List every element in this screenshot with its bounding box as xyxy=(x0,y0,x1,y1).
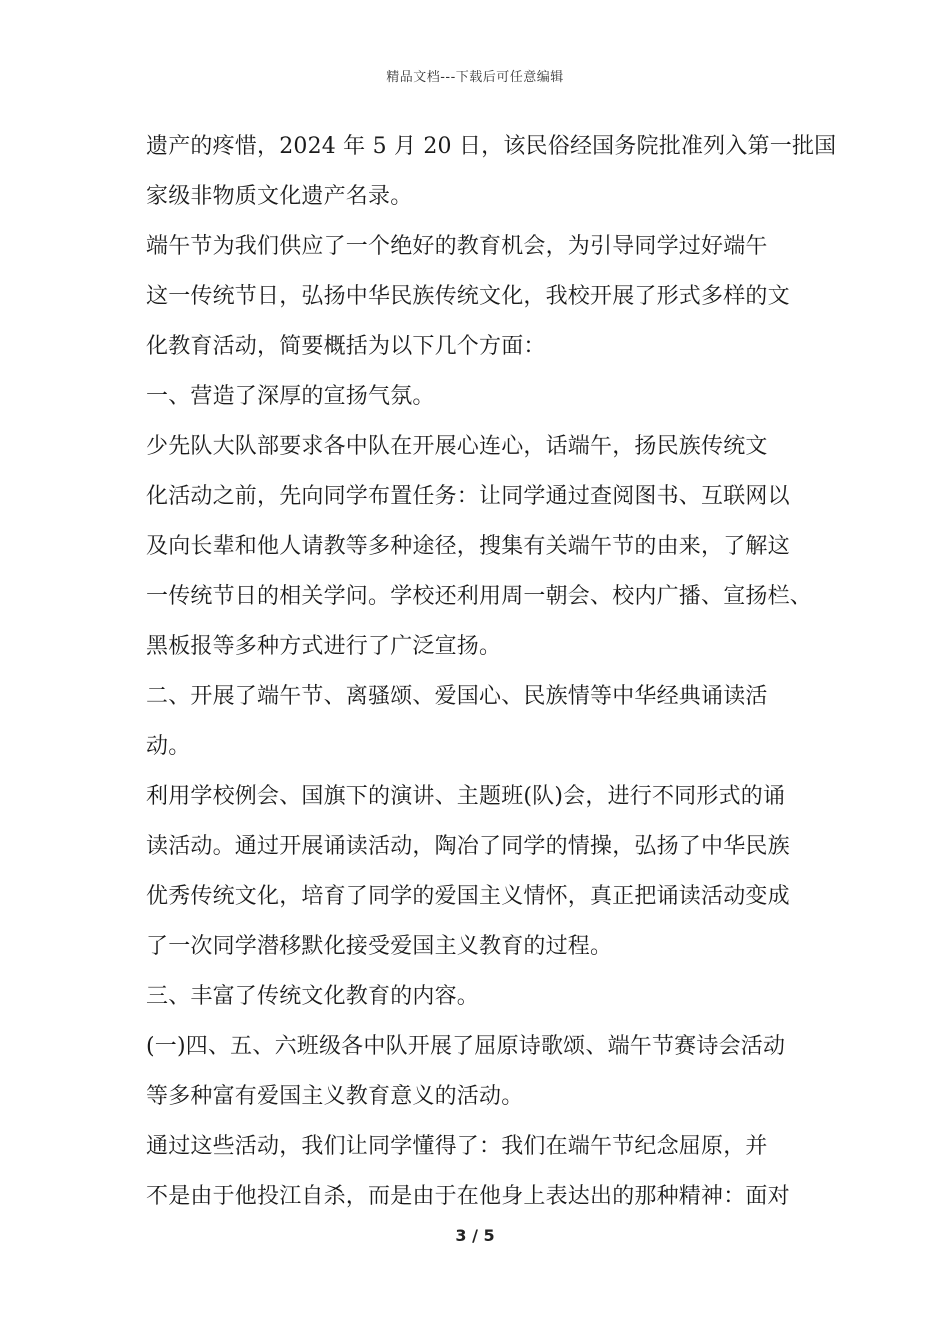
page-number: 3 / 5 xyxy=(455,1226,495,1245)
text-line: 优秀传统文化，培育了同学的爱国主义情怀，真正把诵读活动变成 xyxy=(146,884,790,909)
section-heading: 一、营造了深厚的宣扬气氛。 xyxy=(146,384,435,409)
text-line: 及向长辈和他人请教等多种途径，搜集有关端午节的由来，了解这 xyxy=(146,534,790,559)
text-line: 通过这些活动，我们让同学懂得了：我们在端午节纪念屈原，并 xyxy=(146,1134,768,1159)
document-body xyxy=(146,122,837,1222)
text-line: 黑板报等多种方式进行了广泛宣扬。 xyxy=(146,634,502,659)
text-line: 动。 xyxy=(146,734,191,759)
text-line: 遗产的疼惜，2024 年 5 月 20 日，该民俗经国务院批准列入第一批国 xyxy=(146,134,837,159)
section-heading: 二、开展了端午节、离骚颂、爱国心、民族情等中华经典诵读活 xyxy=(146,684,768,709)
page-header: 精品文档---下载后可任意编辑 xyxy=(386,70,564,85)
text-line: 端午节为我们供应了一个绝好的教育机会，为引导同学过好端午 xyxy=(146,234,768,259)
text-line: 一传统节日的相关学问。学校还利用周一朝会、校内广播、宣扬栏、 xyxy=(146,584,813,609)
text-line: 了一次同学潜移默化接受爱国主义教育的过程。 xyxy=(146,934,613,959)
text-line: 利用学校例会、国旗下的演讲、主题班(队)会，进行不同形式的诵 xyxy=(146,784,786,809)
text-line: 不是由于他投江自杀，而是由于在他身上表达出的那种精神：面对 xyxy=(146,1184,790,1209)
text-line: 化教育活动，简要概括为以下几个方面： xyxy=(146,334,546,359)
text-line: 等多种富有爱国主义教育意义的活动。 xyxy=(146,1084,524,1109)
text-line: (一)四、五、六班级各中队开展了屈原诗歌颂、端午节赛诗会活动 xyxy=(146,1034,786,1059)
section-heading: 三、丰富了传统文化教育的内容。 xyxy=(146,984,480,1009)
text-line: 家级非物质文化遗产名录。 xyxy=(146,184,413,209)
text-line: 少先队大队部要求各中队在开展心连心，话端午，扬民族传统文 xyxy=(146,434,768,459)
text-line: 化活动之前，先向同学布置任务：让同学通过查阅图书、互联网以 xyxy=(146,484,790,509)
text-line: 这一传统节日，弘扬中华民族传统文化，我校开展了形式多样的文 xyxy=(146,284,790,309)
text-line: 读活动。通过开展诵读活动，陶冶了同学的情操，弘扬了中华民族 xyxy=(146,834,790,859)
